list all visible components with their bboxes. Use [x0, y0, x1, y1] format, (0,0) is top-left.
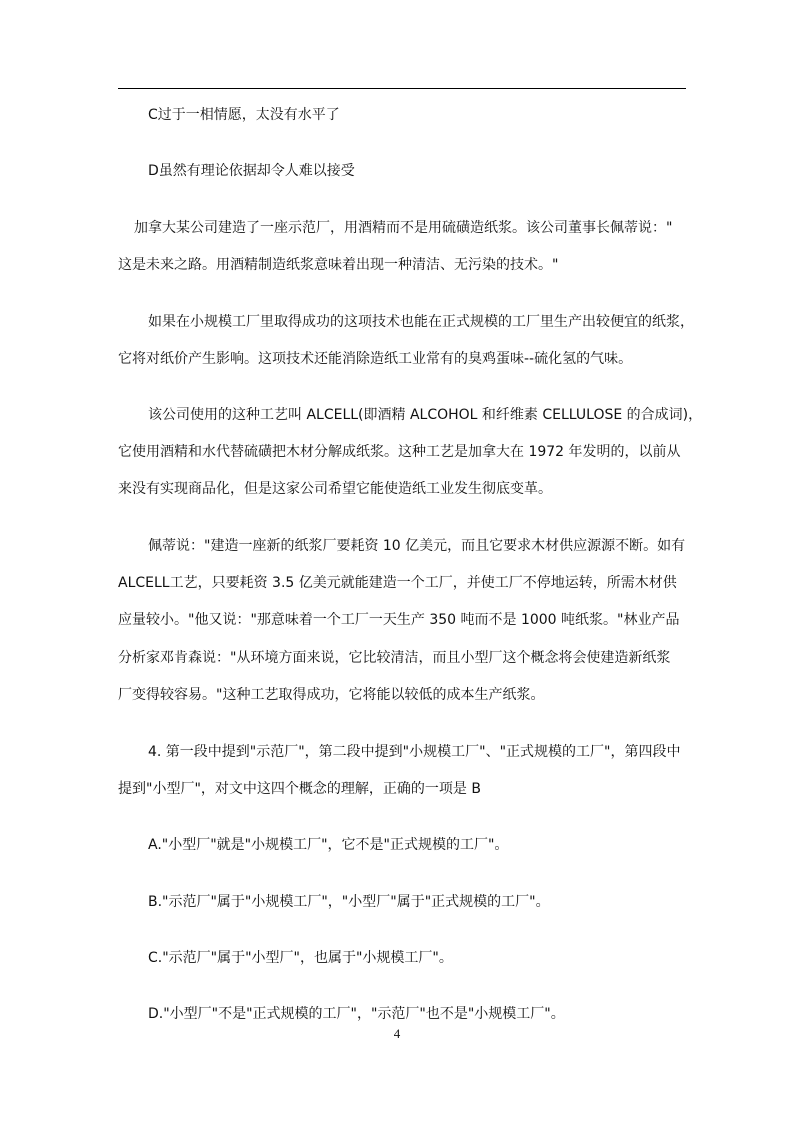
- question-stem-line2: 提到"小型厂"，对文中这四个概念的理解，正确的一项是 B: [118, 781, 481, 797]
- passage-p4-line1: 佩蒂说："建造一座新的纸浆厂要耗资 10 亿美元，而且它要求木材供应源源不断。如有: [148, 538, 686, 554]
- question-option-d: D."小型厂"不是"正式规模的工厂"，"示范厂"也不是"小规模工厂"。: [148, 1006, 565, 1022]
- question-stem-line1: 4. 第一段中提到"示范厂"，第二段中提到"小规模工厂"、"正式规模的工厂"，第四段中: [148, 744, 681, 760]
- question-option-c: C."示范厂"属于"小型厂"，也属于"小规模工厂"。: [148, 950, 453, 966]
- page-number: 4: [393, 1026, 401, 1041]
- question-option-a: A."小型厂"就是"小规模工厂"，它不是"正式规模的工厂"。: [148, 837, 509, 853]
- option-c-prev: C过于一相情愿，太没有水平了: [148, 107, 340, 123]
- passage-p3-line1: 该公司使用的这种工艺叫 ALCELL(即酒精 ALCOHOL 和纤维素 CELLULOSE 的合成词)，: [148, 407, 703, 423]
- passage-p4-line5: 厂变得较容易。"这种工艺取得成功，它将能以较低的成本生产纸浆。: [118, 687, 545, 703]
- passage-p4-line3: 应量较小。"他又说："那意味着一个工厂一天生产 350 吨而不是 1000 吨纸浆。"林业产品: [118, 612, 680, 628]
- passage-p1-line1: 加拿大某公司建造了一座示范厂，用酒精而不是用硫磺造纸浆。该公司董事长佩蒂说：": [134, 220, 673, 236]
- header-rule: [118, 88, 686, 89]
- passage-p1-line2: 这是未来之路。用酒精制造纸浆意味着出现一种清洁、无污染的技术。": [118, 257, 559, 273]
- option-d-prev: D虽然有理论依据却令人难以接受: [148, 163, 355, 179]
- passage-p4-line4: 分析家邓肯森说："从环境方面来说，它比较清洁，而且小型厂这个概念将会使建造新纸浆: [118, 650, 671, 666]
- passage-p2-line1: 如果在小规模工厂里取得成功的这项技术也能在正式规模的工厂里生产出较便宜的纸浆，: [148, 314, 694, 330]
- passage-p3-line3: 来没有实现商品化，但是这家公司希望它能使造纸工业发生彻底变革。: [118, 481, 552, 497]
- passage-p4-line2: ALCELL工艺，只要耗资 3.5 亿美元就能建造一个工厂，并使工厂不停地运转，所需木材供: [118, 575, 677, 591]
- passage-p2-line2: 它将对纸价产生影响。这项技术还能消除造纸工业常有的臭鸡蛋味--硫化氢的气味。: [118, 351, 633, 367]
- passage-p3-line2: 它使用酒精和水代替硫磺把木材分解成纸浆。这种工艺是加拿大在 1972 年发明的，以前从: [118, 444, 681, 460]
- question-option-b: B."示范厂"属于"小规模工厂"，"小型厂"属于"正式规模的工厂"。: [148, 894, 550, 910]
